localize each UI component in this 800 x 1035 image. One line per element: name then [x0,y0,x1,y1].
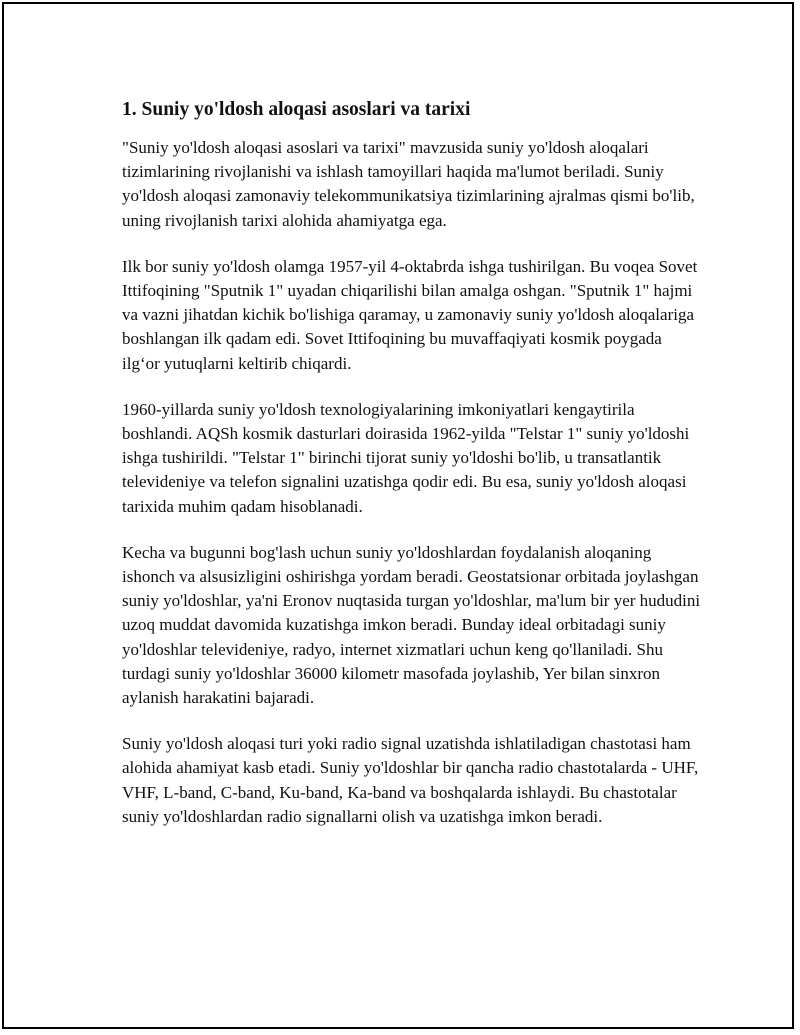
paragraph-4: Kecha va bugunni bog'lash uchun suniy yo'ldoshlardan foydalanish aloqaning ishonch va alsusizligini oshirishga yordam beradi. Geostatsionar orbitada joylashgan suniy yo'ldoshlar, ya'ni Eronov nuqtasida turgan yo'ldoshlar, ma'lum bir yer hududini uzoq muddat davomida kuzatishga imkon beradi. Bunday ideal orbitadagi suniy yo'ldoshlar televideniye, radyo, internet xizmatlari uchun keng qo'llaniladi. Shu turdagi suniy yo'ldoshlar 36000 kilometr masofada joylashib, Yer bilan sinxron aylanish harakatini bajaradi. [122,542,701,708]
paragraph-2: Ilk bor suniy yo'ldosh olamga 1957-yil 4-oktabrda ishga tushirilgan. Bu voqea Sovet Ittifoqining "Sputnik 1" uyadan chiqarilishi bilan amalga oshgan. "Sputnik 1" hajmi va vazni jihatdan kichik bo'lishiga qaramay, u zamonaviy suniy yo'ldosh aloqalariga boshlangan ilk qadam edi. Sovet Ittifoqining bu muvaffaqiyati kosmik poygada ilg‘or yutuqlarni keltirib chiqardi. [122,256,698,373]
paragraph-1: "Suniy yo'ldosh aloqasi asoslari va tarixi" mavzusida suniy yo'ldosh aloqalari tizimlarining rivojlanishi va ishlash tamoyillari haqida ma'lumot beriladi. Suniy yo'ldosh aloqasi zamonaviy telekommunikatsiya tizimlarining ajralmas qismi bo'lib, uning rivojlanish tarixi alohida ahamiyatga ega. [122,138,695,230]
page-content [122,98,702,851]
paragraph-5: Suniy yo'ldosh aloqasi turi yoki radio signal uzatishda ishlatiladigan chastotasi ham alohida ahamiyat kasb etadi. Suniy yo'ldoshlar bir qancha radio chastotalarda - UHF, VHF, L-band, C-band, Ku-band, Ka-band va boshqalarda ishlaydi. Bu chastotalar suniy yo'ldoshlardan radio signallarni olish va uzatishga imkon beradi. [122,734,699,826]
page-frame [2,2,794,1029]
section-title: 1. Suniy yo'ldosh aloqasi asoslari va tarixi [122,99,471,120]
paragraph-3: 1960-yillarda suniy yo'ldosh texnologiyalarining imkoniyatlari kengaytirila boshlandi. AQSh kosmik dasturlari doirasida 1962-yilda "Telstar 1" suniy yo'ldoshi ishga tushirildi. "Telstar 1" birinchi tijorat suniy yo'ldoshi bo'lib, u transatlantik televideniye va telefon signalini uzatishga qodir edi. Bu esa, suniy yo'ldosh aloqasi tarixida muhim qadam hisoblanadi. [122,399,690,516]
